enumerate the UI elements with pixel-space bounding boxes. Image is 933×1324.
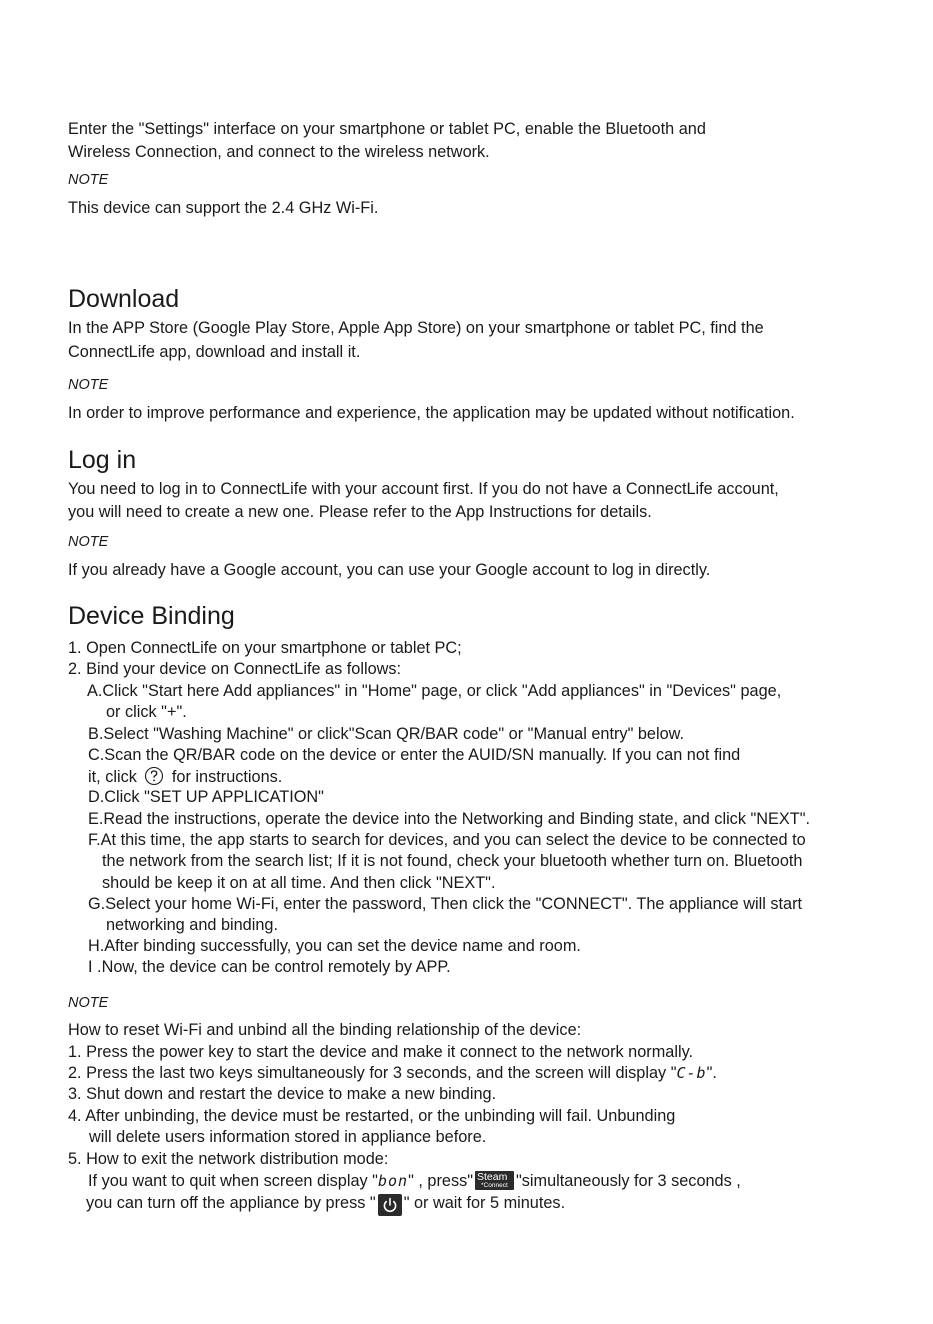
connect-icon-label: *Connect xyxy=(481,1182,508,1189)
reset-step-5-mid: " , press" xyxy=(408,1172,474,1190)
reset-step-5-line-1 xyxy=(88,1171,741,1192)
binding-step-f-line-3: should be keep it on at all time. And then click "NEXT". xyxy=(102,874,496,892)
binding-step-2: 2. Bind your device on ConnectLife as follows: xyxy=(68,660,402,678)
reset-step-5-post: "simultaneously for 3 seconds , xyxy=(516,1172,741,1190)
binding-step-e: E.Read the instructions, operate the device into the Networking and Binding state, and click "NEXT". xyxy=(88,810,810,828)
reset-note-label: NOTE xyxy=(68,995,109,1011)
download-heading: Download xyxy=(68,285,180,313)
binding-step-f-line-2: the network from the search list; If it is not found, check your bluetooth whether turn on. Bluetooth xyxy=(102,852,803,870)
intro-line-2: Wireless Connection, and connect to the wireless network. xyxy=(68,143,490,161)
login-line-2: you will need to create a new one. Please refer to the App Instructions for details. xyxy=(68,503,652,521)
binding-step-h: H.After binding successfully, you can set the device name and room. xyxy=(88,937,581,955)
question-circle-icon xyxy=(144,766,164,786)
power-icon xyxy=(378,1194,402,1216)
reset-step-5: 5. How to exit the network distribution mode: xyxy=(68,1150,389,1168)
intro-note-label: NOTE xyxy=(68,172,109,188)
screen-display-code: C-b xyxy=(676,1064,707,1082)
binding-step-c-line-1: C.Scan the QR/BAR code on the device or enter the AUID/SN manually. If you can not find xyxy=(88,746,741,764)
reset-step-2 xyxy=(68,1063,717,1084)
download-note-label: NOTE xyxy=(68,377,109,393)
binding-step-d: D.Click "SET UP APPLICATION" xyxy=(88,788,324,806)
binding-step-g-line-2: networking and binding. xyxy=(106,916,278,934)
reset-step-3: 3. Shut down and restart the device to make a new binding. xyxy=(68,1085,497,1103)
steam-connect-key-icon xyxy=(475,1171,514,1190)
binding-step-c-line-2 xyxy=(88,766,282,788)
reset-step-4-line-2: will delete users information stored in appliance before. xyxy=(89,1128,487,1146)
binding-step-c-post: for instructions. xyxy=(171,768,283,786)
screen-display-code: bon xyxy=(377,1172,409,1190)
binding-step-i: I .Now, the device can be control remotely by APP. xyxy=(88,958,451,976)
reset-step-5-line-2 xyxy=(86,1193,565,1216)
reset-step-5b-post: " or wait for 5 minutes. xyxy=(403,1194,566,1212)
login-heading: Log in xyxy=(68,446,137,474)
binding-step-g-line-1: G.Select your home Wi-Fi, enter the password, Then click the "CONNECT". The appliance will start xyxy=(88,895,803,913)
binding-step-b: B.Select "Washing Machine" or click"Scan QR/BAR code" or "Manual entry" below. xyxy=(88,725,685,743)
download-note-text: In order to improve performance and experience, the application may be updated without notification. xyxy=(68,404,795,422)
binding-step-a-line-1: A.Click "Start here Add appliances" in "Home" page, or click "Add appliances" in "Devices" page, xyxy=(87,682,782,700)
reset-step-2-post: ". xyxy=(706,1064,717,1082)
reset-step-5b-pre: you can turn off the appliance by press " xyxy=(86,1194,376,1212)
reset-step-4-line-1: 4. After unbinding, the device must be restarted, or the unbinding will fail. Unbunding xyxy=(68,1107,676,1125)
login-note-label: NOTE xyxy=(68,534,109,550)
login-line-1: You need to log in to ConnectLife with your account first. If you do not have a ConnectLife account, xyxy=(68,480,779,498)
intro-line-1: Enter the "Settings" interface on your smartphone or tablet PC, enable the Bluetooth and xyxy=(68,120,706,138)
binding-step-1: 1. Open ConnectLife on your smartphone or tablet PC; xyxy=(68,639,462,657)
intro-note-text: This device can support the 2.4 GHz Wi-Fi. xyxy=(68,199,379,217)
steam-icon-label: Steam xyxy=(477,1171,508,1183)
reset-step-1: 1. Press the power key to start the device and make it connect to the network normally. xyxy=(68,1043,694,1061)
binding-step-a-line-2: or click "+". xyxy=(106,703,187,721)
binding-step-c-pre: it, click xyxy=(88,768,137,786)
binding-step-f-line-1: F.At this time, the app starts to search for devices, and you can select the device to be connected to xyxy=(88,831,806,849)
binding-heading: Device Binding xyxy=(68,602,235,630)
reset-step-2-pre: 2. Press the last two keys simultaneously for 3 seconds, and the screen will display " xyxy=(68,1064,677,1082)
reset-step-5-pre: If you want to quit when screen display " xyxy=(88,1172,378,1190)
login-note-text: If you already have a Google account, you can use your Google account to log in directly. xyxy=(68,561,711,579)
download-line-2: ConnectLife app, download and install it. xyxy=(68,343,361,361)
download-line-1: In the APP Store (Google Play Store, Apple App Store) on your smartphone or tablet PC, find the xyxy=(68,319,764,337)
reset-intro: How to reset Wi-Fi and unbind all the binding relationship of the device: xyxy=(68,1021,582,1039)
